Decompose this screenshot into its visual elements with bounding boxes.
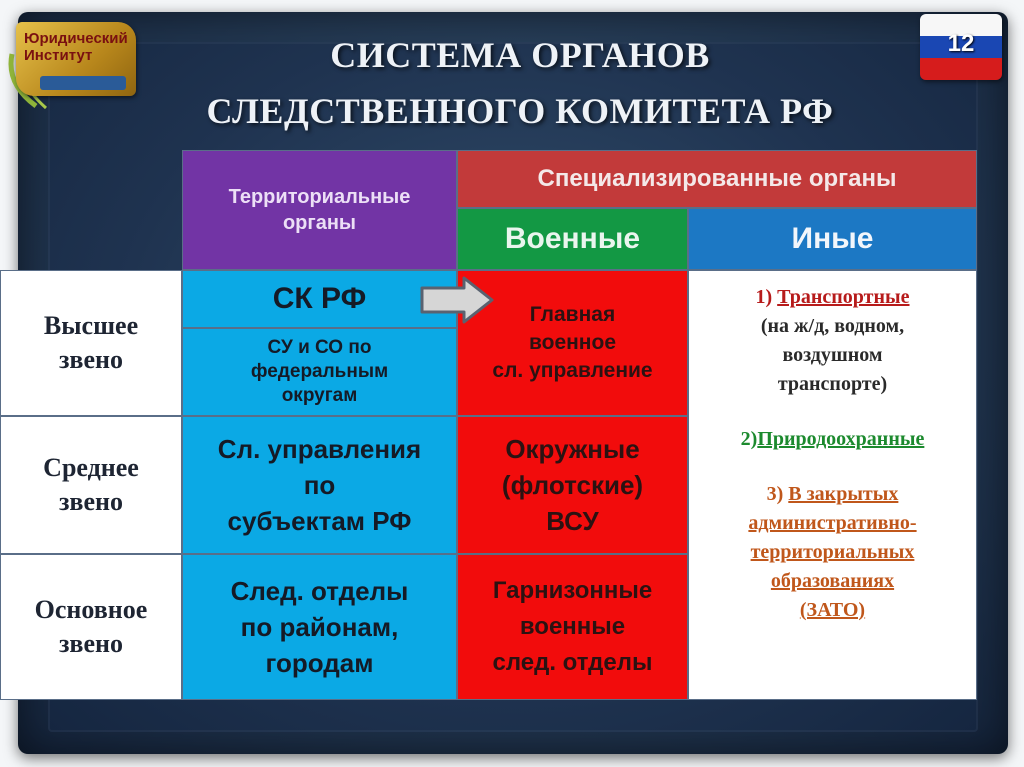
- military-middle-line-1: Окружные: [505, 434, 640, 464]
- other-item-2-name: Природоохранные: [757, 428, 925, 450]
- law-institute-logo-icon: [6, 14, 146, 109]
- territorial-su-so: [182, 328, 457, 416]
- military-higher-line-2: военное: [528, 331, 616, 354]
- other-item-3-title: [767, 480, 899, 509]
- row-label-higher-2: звено: [58, 345, 123, 374]
- military-higher-line-3: сл. управление: [492, 359, 653, 382]
- other-item-1-desc-3: транспорте): [777, 373, 888, 395]
- territorial-basic-line-2: по районам,: [240, 612, 399, 642]
- territorial-basic-line-3: городам: [265, 648, 374, 678]
- specialized-header-label: Специализированные органы: [537, 165, 897, 192]
- military-middle: [457, 416, 688, 554]
- military-middle-line-3: ВСУ: [546, 506, 599, 536]
- military-middle-line-2: (флотские): [501, 470, 644, 500]
- row-label-higher: [0, 270, 182, 416]
- specialized-header: [457, 150, 977, 208]
- territorial-middle-line-3: субъектам РФ: [227, 506, 412, 536]
- logo-text: [24, 30, 134, 64]
- other-item-3-name-1: В закрытых: [788, 483, 899, 505]
- other-item-3-name-2: административно-: [748, 512, 917, 534]
- military-basic-line-2: военные: [519, 613, 626, 640]
- military-basic-line-3: след. отделы: [492, 649, 653, 676]
- territorial-header-line-1: Территориальные: [228, 186, 411, 208]
- russian-flag-icon: [920, 14, 1002, 80]
- row-label-basic-1: Основное: [34, 595, 148, 624]
- su-so-line-1: СУ и СО по: [267, 337, 372, 358]
- territorial-basic-line-1: След. отделы: [230, 576, 409, 606]
- other-item-1-desc-1: (на ж/д, водном,: [760, 315, 905, 337]
- arrow-right-icon: [420, 276, 496, 324]
- other-item-1-title: [756, 283, 910, 312]
- military-header: [457, 208, 688, 270]
- other-item-2-num: 2): [740, 428, 758, 450]
- military-header-label: Военные: [504, 222, 641, 255]
- other-item-3-name-5: (ЗАТО): [799, 599, 866, 621]
- row-label-basic: [0, 554, 182, 700]
- other-item-3-name-3: территориальных: [750, 541, 915, 563]
- territorial-middle-line-2: по: [303, 470, 336, 500]
- other-item-1-name: Транспортные: [777, 286, 910, 308]
- territorial-basic: [182, 554, 457, 700]
- logo-ribbon: [40, 76, 126, 90]
- other-header-label: Иные: [791, 222, 874, 255]
- territorial-middle: [182, 416, 457, 554]
- other-item-1-num: 1): [755, 286, 773, 308]
- logo-line-2: Институт: [24, 47, 93, 64]
- page-number: 12: [947, 30, 975, 57]
- row-label-basic-2: звено: [58, 629, 123, 658]
- territorial-sk-rf: [182, 270, 457, 328]
- slide-title-line-1: СИСТЕМА ОРГАНОВ: [330, 35, 710, 75]
- other-body: [688, 270, 977, 700]
- territorial-middle-line-1: Сл. управления: [217, 434, 422, 464]
- su-so-line-3: округам: [281, 385, 358, 406]
- other-item-3-name-4: образованиях: [770, 570, 895, 592]
- other-item-3-num: 3): [766, 483, 784, 505]
- row-label-higher-1: Высшее: [43, 311, 139, 340]
- logo-line-1: Юридический: [24, 30, 128, 47]
- territorial-header: [182, 150, 457, 270]
- row-label-middle-1: Среднее: [43, 453, 139, 482]
- su-so-line-2: федеральным: [250, 361, 389, 382]
- other-item-1-desc-2: воздушном: [782, 344, 883, 366]
- military-basic: [457, 554, 688, 700]
- row-label-middle: [0, 416, 182, 554]
- slide-title-line-2: СЛЕДСТВЕННОГО КОМИТЕТА РФ: [206, 91, 834, 131]
- row-label-middle-2: звено: [58, 487, 123, 516]
- territorial-header-line-2: органы: [282, 212, 357, 234]
- other-header: [688, 208, 977, 270]
- military-higher-line-1: Главная: [529, 303, 616, 326]
- military-basic-line-1: Гарнизонные: [492, 577, 653, 604]
- sk-rf-label: СК РФ: [272, 282, 367, 315]
- other-item-2-title: [741, 425, 925, 454]
